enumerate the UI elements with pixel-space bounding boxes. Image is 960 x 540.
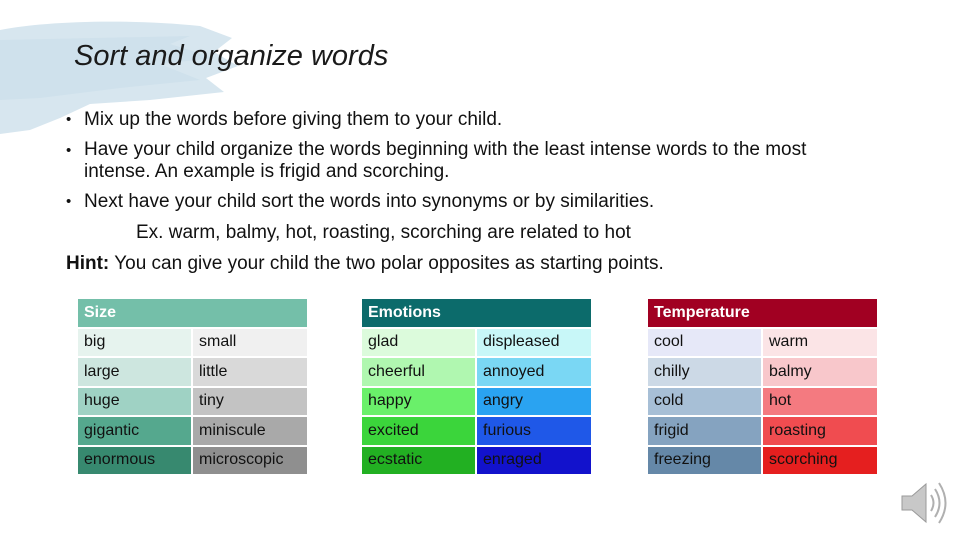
instruction-list bbox=[66, 108, 896, 283]
temperature-cell: cold bbox=[648, 388, 761, 416]
emotions-cell: glad bbox=[362, 329, 475, 357]
temperature-table bbox=[646, 297, 879, 476]
bullet-dot: • bbox=[66, 193, 72, 210]
size-cell: little bbox=[193, 358, 307, 386]
temperature-cell: cool bbox=[648, 329, 761, 357]
size-cell: microscopic bbox=[193, 447, 307, 475]
temperature-header: Temperature bbox=[648, 299, 877, 327]
temperature-cell: hot bbox=[763, 388, 877, 416]
temperature-cell: warm bbox=[763, 329, 877, 357]
emotions-header: Emotions bbox=[362, 299, 591, 327]
hint-text: You can give your child the two polar opposites as starting points. bbox=[114, 253, 664, 274]
temperature-cell: freezing bbox=[648, 447, 761, 475]
size-cell: miniscule bbox=[193, 417, 307, 445]
size-cell: big bbox=[78, 329, 191, 357]
bullet-dot: • bbox=[66, 142, 72, 159]
temperature-cell: balmy bbox=[763, 358, 877, 386]
size-header: Size bbox=[78, 299, 307, 327]
size-cell: large bbox=[78, 358, 191, 386]
emotions-cell: happy bbox=[362, 388, 475, 416]
emotions-cell: annoyed bbox=[477, 358, 591, 386]
bullet-dot: • bbox=[66, 111, 72, 128]
size-cell: gigantic bbox=[78, 417, 191, 445]
bullet-item bbox=[66, 139, 896, 184]
emotions-table bbox=[360, 297, 593, 476]
bullet-text: Next have your child sort the words into synonyms or by similarities. bbox=[84, 191, 655, 212]
emotions-cell: angry bbox=[477, 388, 591, 416]
temperature-cell: roasting bbox=[763, 417, 877, 445]
temperature-cell: frigid bbox=[648, 417, 761, 445]
size-cell: huge bbox=[78, 388, 191, 416]
temperature-cell: scorching bbox=[763, 447, 877, 475]
size-cell: small bbox=[193, 329, 307, 357]
example-text: Ex. warm, balmy, hot, roasting, scorching are related to hot bbox=[136, 222, 631, 243]
bullet-text: Have your child organize the words beginning with the least intense words to the most intense. An example is frigid and scorching. bbox=[84, 139, 807, 182]
hint-label: Hint: bbox=[66, 253, 110, 274]
emotions-cell: ecstatic bbox=[362, 447, 475, 475]
size-cell: enormous bbox=[78, 447, 191, 475]
size-cell: tiny bbox=[193, 388, 307, 416]
emotions-cell: excited bbox=[362, 417, 475, 445]
emotions-cell: furious bbox=[477, 417, 591, 445]
hint-line bbox=[66, 252, 896, 276]
emotions-cell: enraged bbox=[477, 447, 591, 475]
size-table bbox=[76, 297, 309, 476]
bullet-item bbox=[66, 190, 896, 214]
temperature-cell: chilly bbox=[648, 358, 761, 386]
page-title: Sort and organize words bbox=[74, 40, 389, 72]
speaker-icon[interactable] bbox=[898, 478, 950, 528]
example-line bbox=[66, 221, 896, 245]
emotions-cell: cheerful bbox=[362, 358, 475, 386]
bullet-item bbox=[66, 108, 896, 132]
emotions-cell: displeased bbox=[477, 329, 591, 357]
bullet-text: Mix up the words before giving them to your child. bbox=[84, 109, 503, 130]
